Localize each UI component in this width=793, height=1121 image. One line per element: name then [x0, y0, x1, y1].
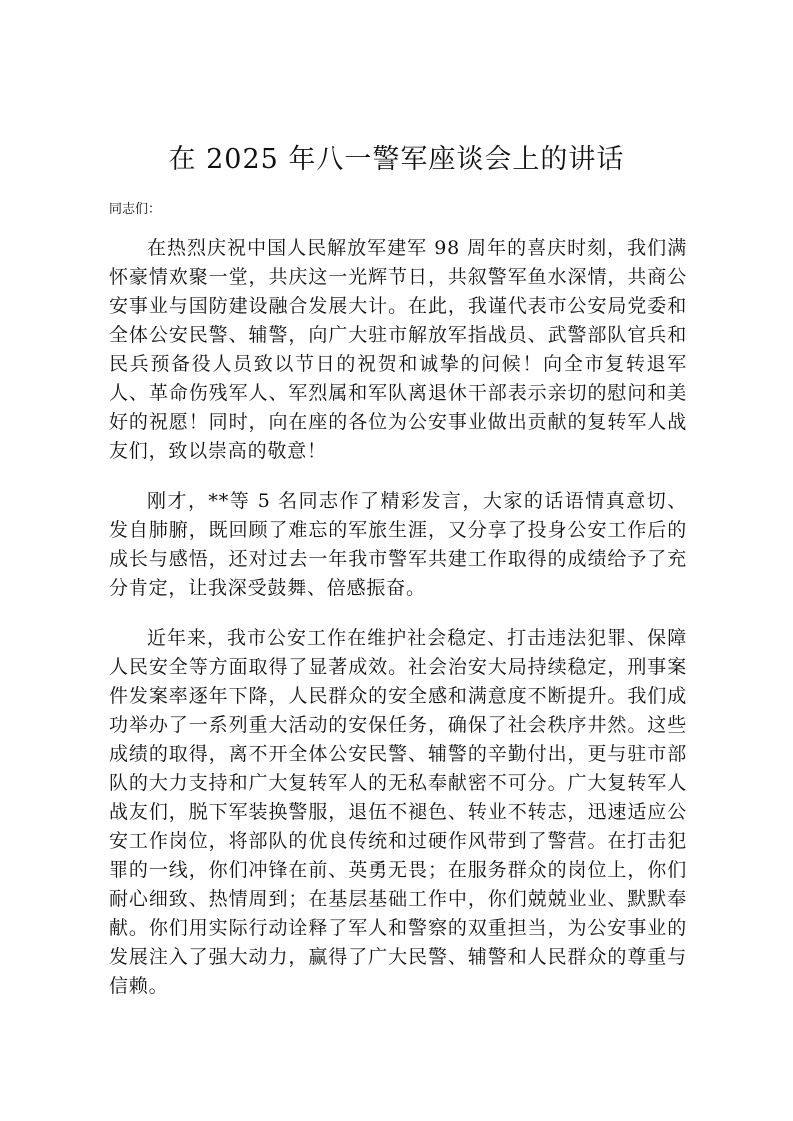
paragraph-1: 在热烈庆祝中国人民解放军建军 98 周年的喜庆时刻，我们满怀豪情欢聚一堂，共庆这一光辉节日，共叙警军鱼水深情，共商公安事业与国防建设融合发展大计。在此，我谨代表市公安局党委和全体公安民警、辅警，向广大驻市解放军指战员、武警部队官兵和民兵预备役人员致以节日的祝贺和诚挚的问候！向全市复转退军人、革命伤残军人、军烈属和军队离退休干部表示亲切的慰问和美好的祝愿！同时，向在座的各位为公安事业做出贡献的复转军人战友们，致以崇高的敬意！	[109, 237, 687, 462]
paragraph-2: 刚才，**等 5 名同志作了精彩发言，大家的话语情真意切、发自肺腑，既回顾了难忘的军旅生涯，又分享了投身公安工作后的成长与感悟，还对过去一年我市警军共建工作取得的成绩给予了充分肯定，让我深受鼓舞、倍感振奋。	[109, 490, 687, 599]
document-title: 在 2025 年八一警军座谈会上的讲话	[168, 144, 625, 175]
document-body	[109, 234, 687, 1022]
salutation: 同志们：	[109, 202, 162, 217]
paragraph-3: 近年来，我市公安工作在维护社会稳定、打击违法犯罪、保障人民安全等方面取得了显著成效。社会治安大局持续稳定，刑事案件发案率逐年下降，人民群众的安全感和满意度不断提升。我们成功举办了一系列重大活动的安保任务，确保了社会秩序井然。这些成绩的取得，离不开全体公安民警、辅警的辛勤付出，更与驻市部队的大力支持和广大复转军人的无私奉献密不可分。广大复转军人战友们，脱下军装换警服，退伍不褪色、转业不转志，迅速适应公安工作岗位，将部队的优良传统和过硬作风带到了警营。在打击犯罪的一线，你们冲锋在前、英勇无畏；在服务群众的岗位上，你们耐心细致、热情周到；在基层基础工作中，你们兢兢业业、默默奉献。你们用实际行动诠释了军人和警察的双重担当，为公安事业的发展注入了强大动力，赢得了广大民警、辅警和人民群众的尊重与信赖。	[109, 627, 687, 997]
